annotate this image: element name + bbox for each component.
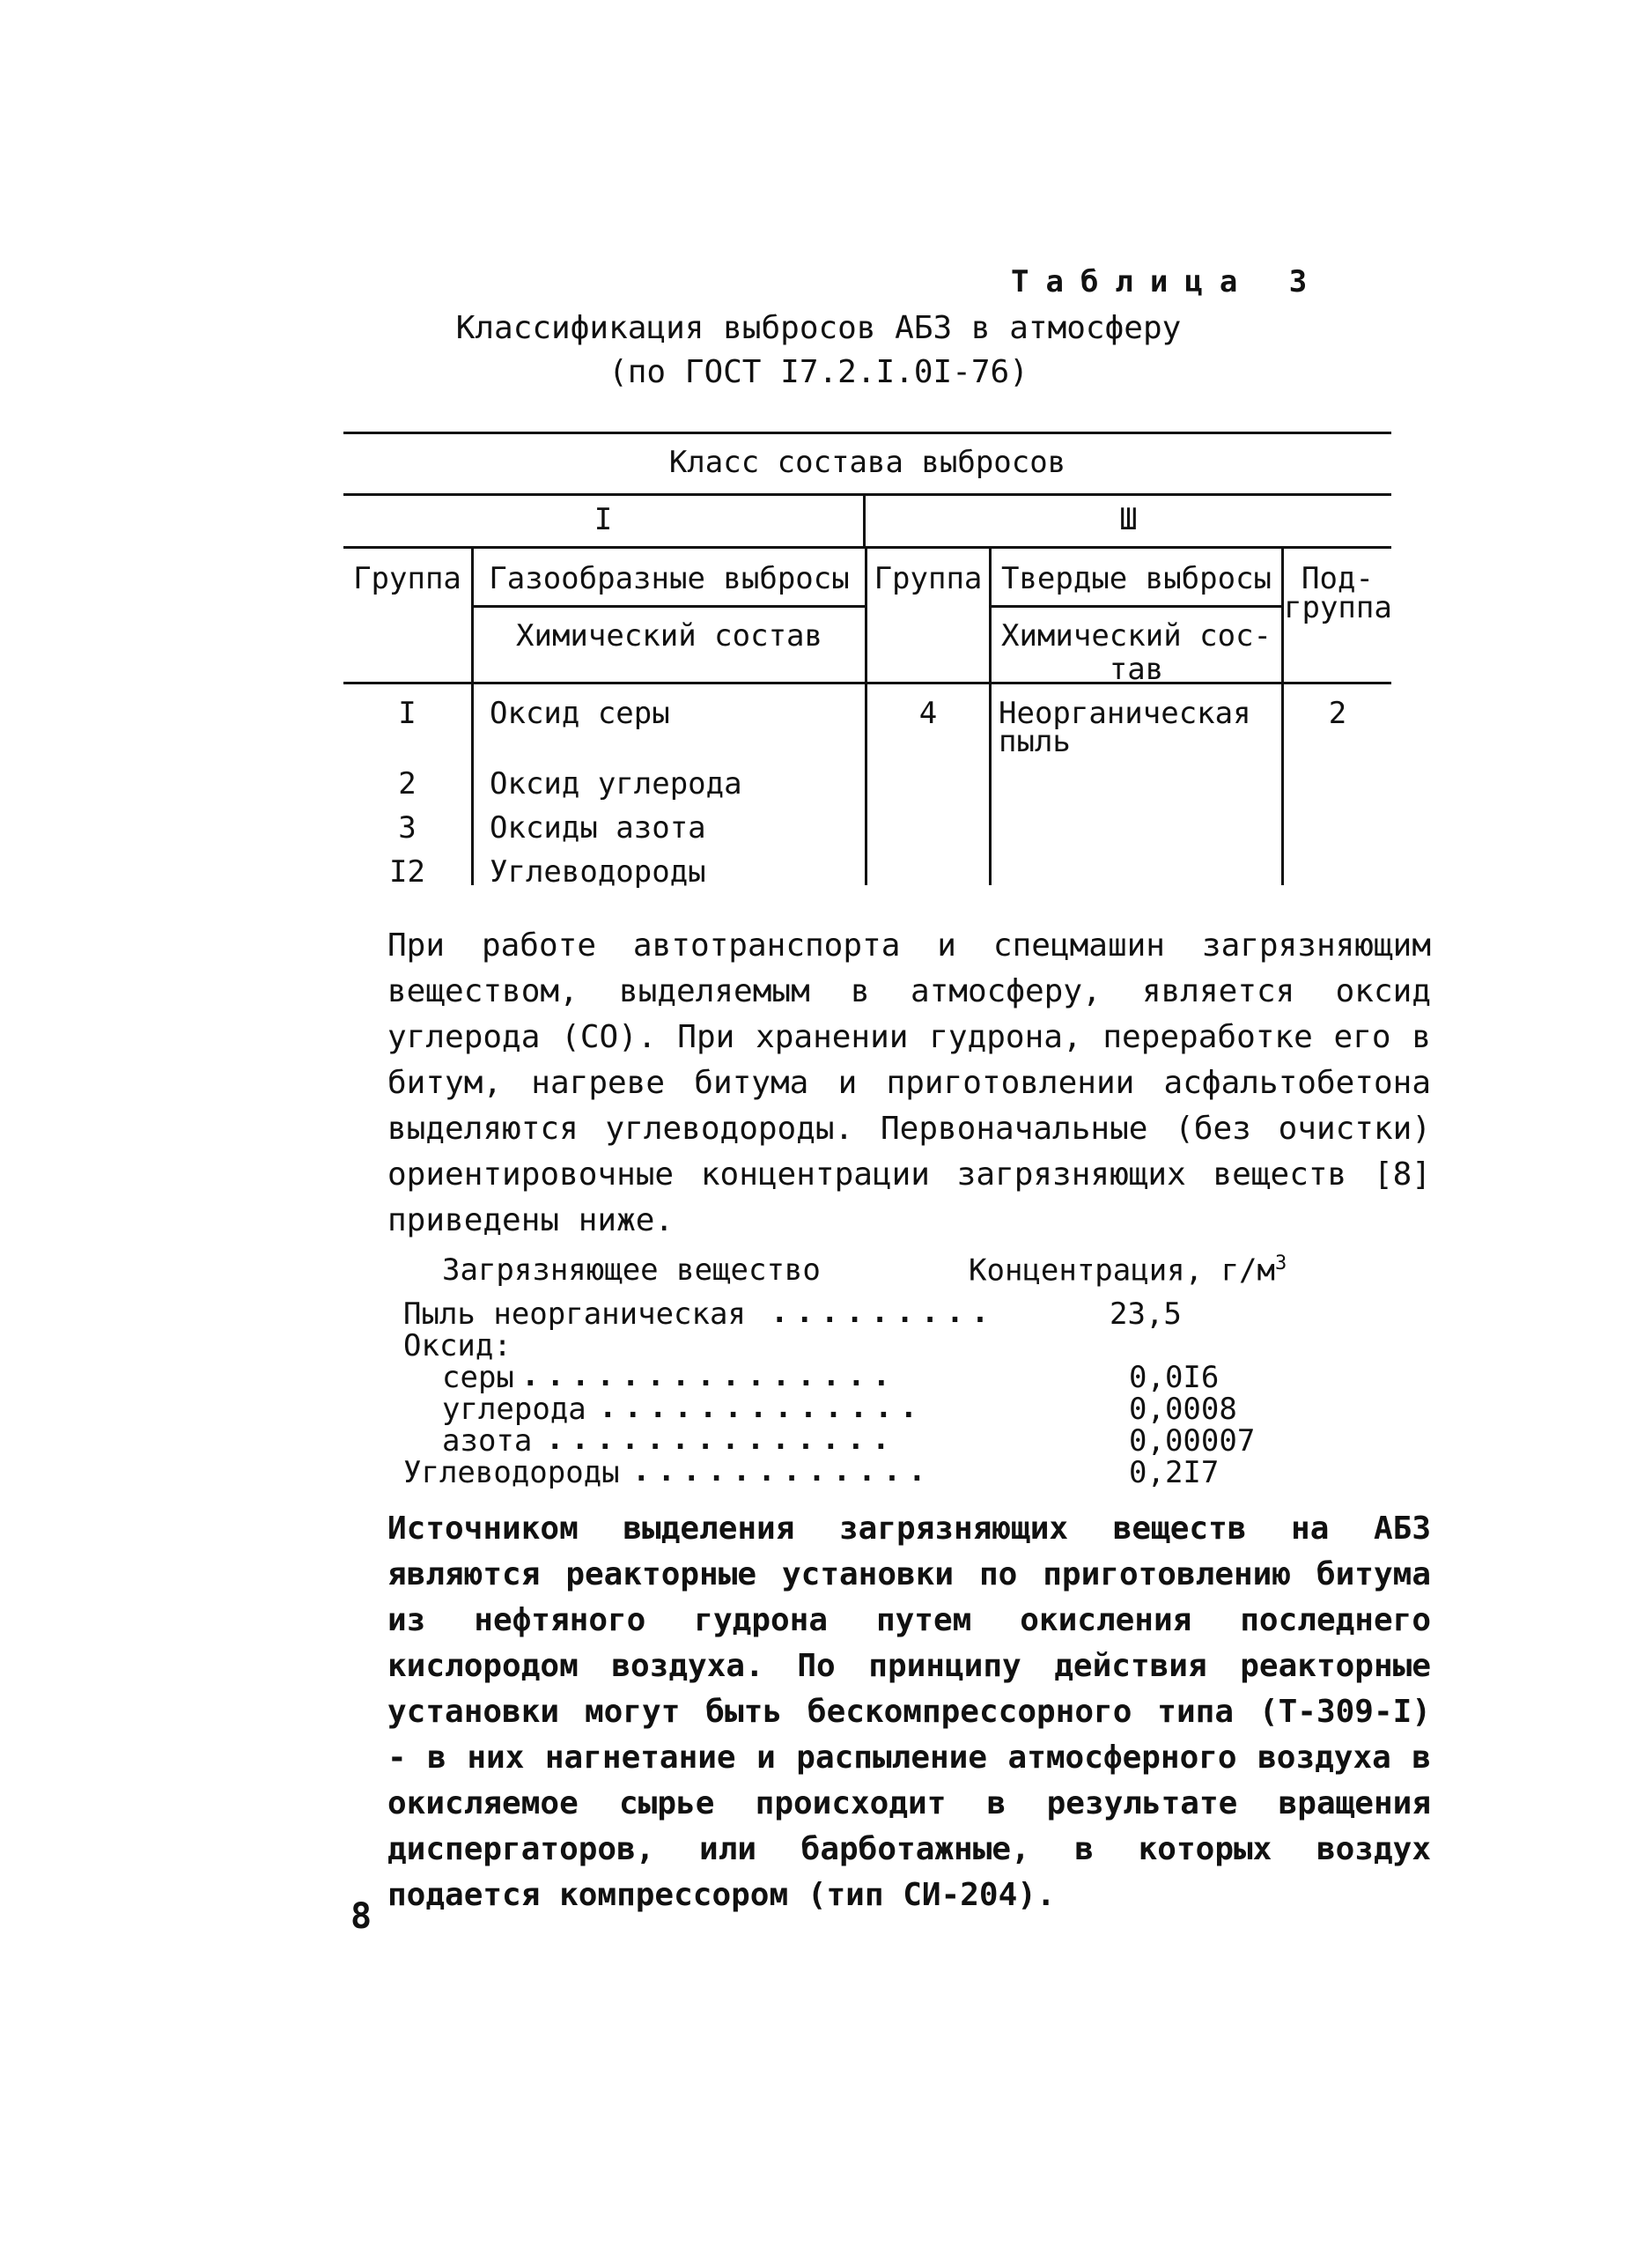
item-value: 0,0I6 [1129,1360,1220,1395]
col-chemical-1: Химический состав [516,618,822,654]
col-solid: Твердые выбросы [1000,561,1272,596]
row-gas: Оксиды азота [490,810,706,846]
leader-dots: .............. [546,1422,897,1457]
solid-composition-line1: Неорганическая [999,696,1251,731]
solid-group: 4 [918,696,938,731]
item-name: серы [442,1360,514,1395]
item-name: азота [442,1423,533,1459]
item-value: 23,5 [1110,1297,1182,1332]
table-caption-line2: (по ГОСТ I7.2.I.0I-76) [608,354,1029,390]
table-header-main: Класс состава выбросов [668,445,1066,480]
table-vrule [471,546,474,885]
row-gas: Оксид серы [490,696,670,731]
item-name: Оксид: [403,1328,512,1363]
item-name: Пыль неорганическая [403,1297,746,1332]
leader-dots: ......... [771,1295,997,1330]
page-number: 8 [350,1896,372,1937]
table-vrule [989,546,992,885]
item-name: Углеводороды [403,1455,620,1490]
class-right: Ш [1119,502,1138,537]
paragraph-emissions: При работе автотранспорта и спецмашин загрязняющим веществом, выделяемым в атмосферу, является оксид углерода (СО). При хранении гудрона, переработке его в битум, нагреве битума и приготовлении асфальтобетона выделяются углеводороды. Первоначальные (без очистки) ориентировочные концентрации загрязняющих веществ [8] приведены ниже. [387,927,1431,1238]
solid-composition-line2: пыль [999,724,1071,759]
row-group: 3 [398,810,417,846]
col-group-1: Группа [353,561,461,596]
row-group: 2 [398,766,417,802]
table-label: Таблица 3 [1011,264,1324,299]
leader-dots: ............ [632,1453,933,1489]
item-value: 0,2I7 [1129,1455,1220,1490]
row-gas: Оксид углерода [490,766,742,802]
col-gaseous: Газообразные выбросы [489,561,850,596]
paragraph-sources: Источником выделения загрязняющих веществ на АБЗ являются реакторные установки по приготовлению битума из нефтяного гудрона путем окисления последнего кислородом воздуха. По принципу действия реакторные установки могут быть бескомпрессорного типа (Т-309-I) - в них нагнетание и распыление атмосферного воздуха в окисляемое сырье происходит в результате вращения диспергаторов, или барботажные, в которых воздух подается компрессором (тип СИ-204). [387,1511,1431,1913]
solid-subgroup: 2 [1328,696,1347,731]
table-top-rule [343,432,1391,434]
item-name: углерода [442,1392,586,1427]
col-subgroup-line1: Под- [1301,561,1374,596]
header-concentration: Концентрация, $г/м^3$ [969,1252,1287,1289]
col-group-2: Группа [874,561,983,596]
table-rule [343,546,1391,549]
col-chemical-2-line2: тав [1109,652,1164,687]
header-substance: Загрязняющее вещество [442,1252,821,1288]
leader-dots: ............... [521,1358,898,1393]
col-subgroup-line2: группа [1284,590,1392,625]
row-group: I2 [389,854,425,890]
table-rule [471,605,867,608]
row-group: I [398,696,417,731]
row-gas: Углеводороды [490,854,706,890]
table-caption-line1: Классификация выбросов АБЗ в атмосферу [455,310,1182,346]
table-rule [989,605,1284,608]
item-value: 0,0008 [1129,1392,1237,1427]
class-left: I [594,502,613,537]
col-chemical-2-line1: Химический сос- [1000,618,1272,654]
leader-dots: ............. [599,1390,925,1425]
table-rule [343,493,1391,496]
item-value: 0,00007 [1129,1423,1256,1459]
